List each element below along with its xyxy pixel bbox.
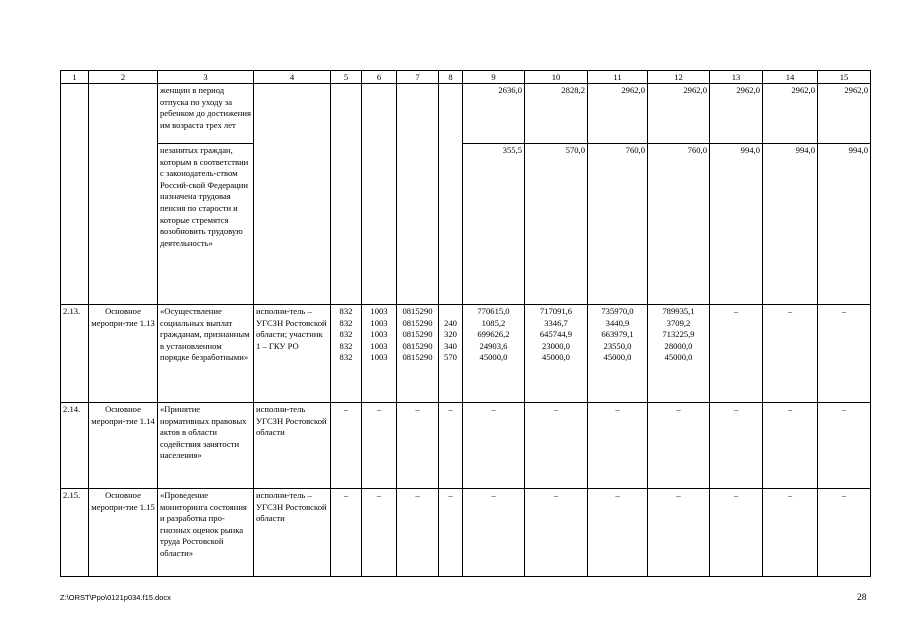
row-number: 2.14. (61, 403, 89, 489)
col-header: 13 (710, 71, 763, 84)
value: 699626,2 (477, 329, 510, 340)
measure-text: «Проведение мониторинга состояния и разработка про-гнозных оценок рынка труда Ростовской области» (158, 489, 254, 577)
measure-text: женщин в период отпуска по уходу за ребенком до достижения им возраста трех лет (158, 84, 254, 144)
value: 24903,6 (479, 340, 508, 351)
dash-cell: – (588, 489, 648, 577)
value: 645744,9 (539, 329, 573, 340)
event-name: Основное меропри-тие 1.15 (89, 489, 158, 577)
value: 717091,6 (539, 306, 573, 316)
value-cell: 2962,0 (710, 84, 763, 144)
code: 1003 (370, 329, 388, 340)
col-header: 8 (439, 71, 463, 84)
value: 23550,0 (603, 340, 632, 351)
row-number: 2.15. (61, 489, 89, 577)
code: 832 (339, 317, 353, 328)
code: 1003 (370, 340, 388, 351)
program-table (60, 70, 871, 577)
value-cell: 570,0 (525, 144, 588, 305)
code: 340 (444, 340, 457, 351)
value-cell (648, 305, 710, 403)
code: 0815290 (402, 329, 433, 340)
value: 735970,0 (601, 306, 634, 316)
code: 320 (444, 329, 457, 340)
dash-cell: – (331, 489, 362, 577)
col-header: 7 (397, 71, 439, 84)
value: 770615,0 (477, 306, 510, 316)
value: 713225,9 (662, 329, 695, 340)
value-cell: 994,0 (710, 144, 763, 305)
dash-cell: – (763, 305, 818, 403)
value-cell: 2962,0 (763, 84, 818, 144)
code: 0815290 (402, 340, 433, 351)
value: 789935,1 (662, 306, 695, 316)
value: 45000,0 (479, 352, 508, 363)
col-header: 9 (463, 71, 525, 84)
dash-cell: – (362, 403, 397, 489)
row-number: 2.13. (61, 305, 89, 403)
measure-text: «Осуществление социальных выплат гражданам, признанным в установленном порядке безработными» (158, 305, 254, 403)
code: 1003 (370, 306, 388, 316)
dash-cell: – (710, 403, 763, 489)
dash-cell: – (648, 489, 710, 577)
table-row (61, 84, 871, 144)
dash-cell: – (763, 403, 818, 489)
section-codes (362, 305, 397, 403)
value-cell: 994,0 (818, 144, 871, 305)
code: 832 (339, 352, 353, 363)
value: 1085,2 (481, 317, 506, 328)
dash-cell: – (818, 489, 871, 577)
code: 832 (339, 329, 353, 340)
dash-cell: – (588, 403, 648, 489)
value-cell (525, 305, 588, 403)
code: 1003 (370, 352, 388, 363)
dash-cell: – (818, 403, 871, 489)
value-cell: 2962,0 (818, 84, 871, 144)
col-header: 14 (763, 71, 818, 84)
value-cell: 994,0 (763, 144, 818, 305)
code (441, 306, 460, 318)
measure-text: незанятых граждан, которым в соответствии с законодатель-ством Россий-ской Федерации назначена трудовая пенсия по старости и которые стремятся возобновить трудовую деятельность» (158, 144, 254, 305)
dash-cell: – (439, 403, 463, 489)
executor-text: исполни-тель – УГСЗН Ростовской области (254, 489, 331, 577)
table-cell (61, 84, 89, 305)
table-cell (331, 84, 362, 305)
code: 0815290 (402, 317, 433, 328)
value-cell: 2962,0 (648, 84, 710, 144)
dash-cell: – (818, 305, 871, 403)
grbs-codes (331, 305, 362, 403)
dash-cell: – (525, 489, 588, 577)
expense-type-codes (439, 305, 463, 403)
table-cell (89, 84, 158, 305)
value-cell: 2828,2 (525, 84, 588, 144)
code: 570 (444, 352, 457, 363)
dash-cell: – (362, 489, 397, 577)
dash-cell: – (463, 489, 525, 577)
value: 45000,0 (603, 352, 632, 363)
code: 240 (444, 317, 457, 328)
value-cell: 355,5 (463, 144, 525, 305)
value: 45000,0 (542, 352, 570, 363)
dash-cell: – (397, 489, 439, 577)
col-header: 10 (525, 71, 588, 84)
code: 832 (339, 340, 353, 351)
event-name: Основное меропри-тие 1.14 (89, 403, 158, 489)
code: 0815290 (402, 306, 433, 316)
value-cell: 2636,0 (463, 84, 525, 144)
column-number-row (61, 71, 871, 84)
value-cell: 760,0 (588, 144, 648, 305)
dash-cell: – (397, 403, 439, 489)
value: 45000,0 (664, 352, 693, 363)
executor-text: исполни-тель УГСЗН Ростовской области (254, 403, 331, 489)
value: 3440,9 (605, 317, 630, 328)
value: 3346,7 (544, 317, 568, 328)
dash-cell: – (463, 403, 525, 489)
executor-text: исполни-тель – УГСЗН Ростовской области; участник 1 – ГКУ РО (254, 305, 331, 403)
table-row (61, 489, 871, 577)
value: 663979,1 (601, 329, 634, 340)
dash-cell: – (525, 403, 588, 489)
table-row (61, 403, 871, 489)
measure-text: «Принятие нормативных правовых актов в области содействия занятости населения» (158, 403, 254, 489)
table-row (61, 305, 871, 403)
col-header: 1 (61, 71, 89, 84)
dash-cell: – (331, 403, 362, 489)
value: 3709,2 (666, 317, 691, 328)
dash-cell: – (710, 489, 763, 577)
code: 832 (339, 306, 353, 316)
table-cell (439, 84, 463, 305)
col-header: 15 (818, 71, 871, 84)
file-path: Z:\ORST\Ppo\0121p034.f15.docx (60, 593, 171, 602)
col-header: 4 (254, 71, 331, 84)
target-codes (397, 305, 439, 403)
table-row (61, 144, 871, 305)
value-cell: 2962,0 (588, 84, 648, 144)
event-name: Основное меропри-тие 1.13 (89, 305, 158, 403)
col-header: 2 (89, 71, 158, 84)
dash-cell: – (763, 489, 818, 577)
col-header: 6 (362, 71, 397, 84)
page-number: 28 (857, 593, 867, 603)
code: 1003 (370, 317, 388, 328)
value-cell (463, 305, 525, 403)
value: 28000,0 (664, 340, 693, 351)
dash-cell: – (439, 489, 463, 577)
col-header: 12 (648, 71, 710, 84)
value-cell (588, 305, 648, 403)
dash-cell: – (710, 305, 763, 403)
code: 0815290 (402, 352, 433, 363)
table-cell (397, 84, 439, 305)
dash-cell: – (648, 403, 710, 489)
col-header: 11 (588, 71, 648, 84)
col-header: 3 (158, 71, 254, 84)
value: 23000,0 (542, 340, 570, 351)
col-header: 5 (331, 71, 362, 84)
value-cell: 760,0 (648, 144, 710, 305)
table-cell (362, 84, 397, 305)
table-cell (254, 84, 331, 305)
